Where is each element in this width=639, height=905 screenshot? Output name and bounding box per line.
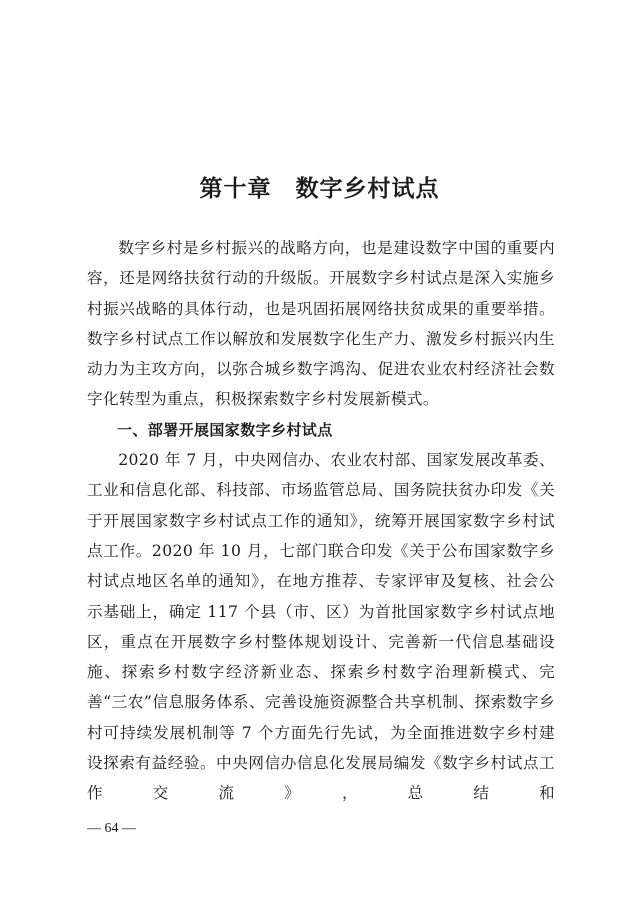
page-number: — 64 — <box>87 821 136 836</box>
section-heading: 一、部署开展国家数字乡村试点 <box>117 420 333 439</box>
section-paragraph: 2020 年 7 月，中央网信办、农业农村部、国家发展改革委、工业和信息化部、科技部、市场监管总局、国务院扶贫办印发《关于开展国家数字乡村试点工作的通知》，统筹开展国家数字乡村试点工作。2020 年 10 月，七部门联合印发《关于公布国家数字乡村试点地区名单的通知》，在地方推荐、专家评审及复核、社会公示基础上，确定 117 个县（市、区）为首批国家数字乡村试点地区，重点在开展数字乡村整体规划设计、完善新一代信息基础设施、探索乡村数字经济新业态、探索乡村数字治理新模式、完善“三农”信息服务体系、完善设施资源整合共享机制、探索数字乡村可持续发展机制等 7 个方面先行先试，为全面推进数字乡村建设探索有益经验。中央网信办信息化发展局编发《数字乡村试点工作交流》，总结和 <box>87 451 555 803</box>
intro-paragraph: 数字乡村是乡村振兴的战略方向，也是建设数字中国的重要内容，还是网络扶贫行动的升级版。开展数字乡村试点是深入实施乡村振兴战略的具体行动，也是巩固拓展网络扶贫成果的重要举措。数字乡村试点工作以解放和发展数字化生产力、激发乡村振兴内生动力为主攻方向，以弥合城乡数字鸿沟、促进农业农村经济社会数字化转型为重点，积极探索数字乡村发展新模式。 <box>87 239 555 409</box>
chapter-title: 第十章 数字乡村试点 <box>199 175 440 202</box>
body-text <box>87 233 555 809</box>
